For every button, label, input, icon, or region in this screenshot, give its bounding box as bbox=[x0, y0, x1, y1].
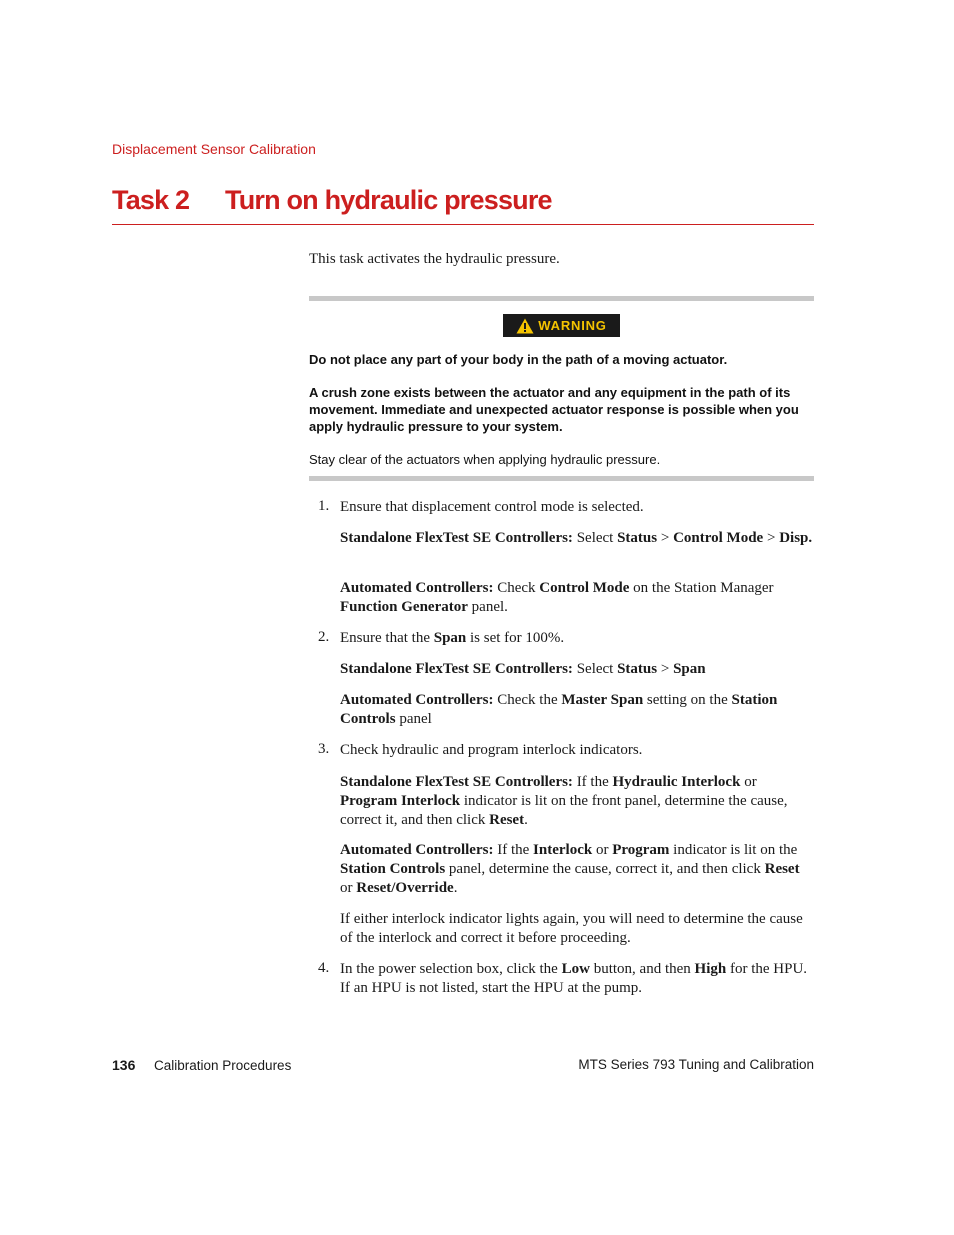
step-number: 4. bbox=[318, 960, 330, 976]
step-number: 1. bbox=[318, 498, 330, 514]
intro-text: This task activates the hydraulic pressure. bbox=[309, 251, 560, 267]
step-number: 3. bbox=[318, 741, 330, 757]
step-paragraph: Standalone FlexTest SE Controllers: Select Status > Control Mode > Disp. bbox=[340, 530, 813, 546]
step-paragraph: Automated Controllers: Check Control Mode on the Station Manager Function Generator panel. bbox=[340, 580, 774, 615]
step-text: Check hydraulic and program interlock indicators. bbox=[340, 742, 643, 758]
step-text: Ensure that the Span is set for 100%. bbox=[340, 630, 565, 646]
step-number: 2. bbox=[318, 629, 330, 645]
warning-badge bbox=[503, 314, 620, 337]
warning-triangle-icon bbox=[516, 318, 534, 334]
task-number: Task 2 bbox=[112, 185, 190, 215]
warning-line-1: Do not place any part of your body in the path of a moving actuator. bbox=[309, 352, 728, 367]
page-number: 136 bbox=[112, 1057, 136, 1073]
step-paragraph: Automated Controllers: Check the Master Span setting on the Station Controls panel bbox=[340, 692, 778, 727]
warning-line-3: Stay clear of the actuators when applying hydraulic pressure. bbox=[309, 452, 661, 467]
warning-bottom-rule bbox=[309, 476, 814, 481]
warning-line-2: A crush zone exists between the actuator and any equipment in the path of its movement. Immediate and unexpected actuator response is possible when you apply hydraulic pressure to your system. bbox=[309, 385, 799, 434]
step-text: Ensure that displacement control mode is selected. bbox=[340, 499, 644, 515]
step-paragraph: Standalone FlexTest SE Controllers: If the Hydraulic Interlock or Program Interlock indicator is lit on the front panel, determine the cause, correct it, and then click Reset. bbox=[340, 774, 788, 828]
step-paragraph: Standalone FlexTest SE Controllers: Select Status > Span bbox=[340, 661, 706, 677]
step-text: In the power selection box, click the Low button, and then High for the HPU. If an HPU is not listed, start the HPU at the pump. bbox=[340, 961, 808, 996]
step-paragraph: If either interlock indicator lights again, you will need to determine the cause of the interlock and correct it before proceeding. bbox=[340, 911, 803, 946]
warning-label: WARNING bbox=[538, 318, 607, 333]
step-paragraph: Automated Controllers: If the Interlock or Program indicator is lit on the Station Controls panel, determine the cause, correct it, and then click Reset or Reset/Override. bbox=[340, 842, 800, 896]
task-title: Turn on hydraulic pressure bbox=[225, 185, 552, 215]
running-header: Displacement Sensor Calibration bbox=[112, 141, 316, 157]
footer-section: Calibration Procedures bbox=[154, 1058, 292, 1073]
footer-book-title: MTS Series 793 Tuning and Calibration bbox=[578, 1057, 814, 1072]
task-heading bbox=[112, 182, 814, 225]
warning-top-rule bbox=[309, 296, 814, 301]
